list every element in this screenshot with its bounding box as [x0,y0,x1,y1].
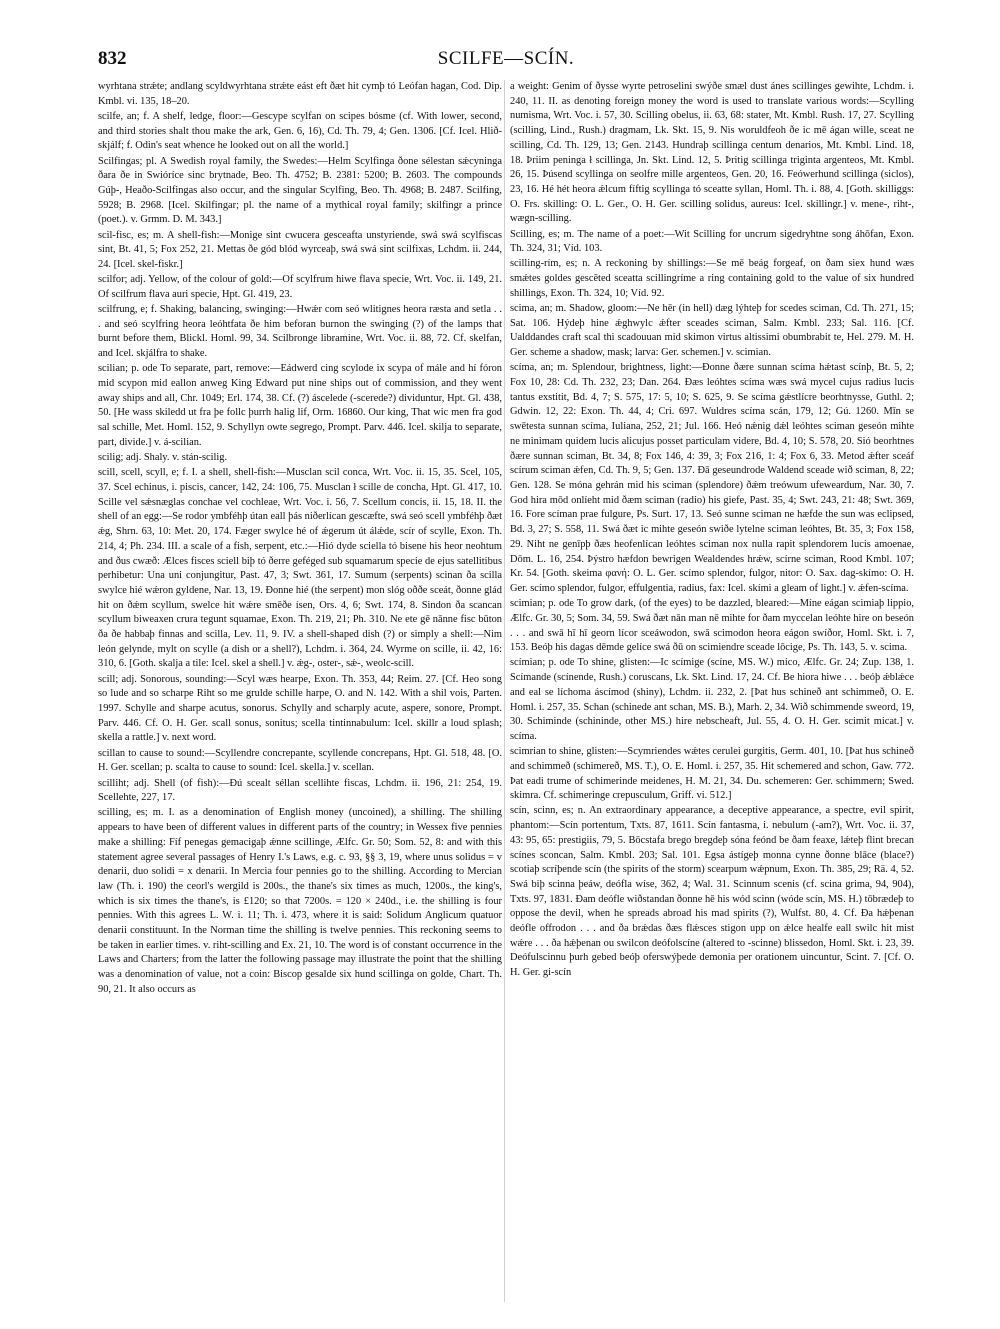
dictionary-entry: wyrhtana strǽte; andlang scyldwyrhtana strǽte eást eft ðæt hit cymþ tó Leófan hagan, Cod. Dip. Kmbl. vi. 135, 18–20. [98,81,502,107]
dictionary-entry: scimian; p. ode To grow dark, (of the eyes) to be dazzled, bleared:—Míne eágan scimiaþ lippio, Ælfc. Gr. 30, 5; Som. 34, 59. Swá ðæt nān man nē mihte for ðam myccelan leóhte hire on beseón . . . and swā hī hī georn lícor sceáwodon, swā scimodon heora eágon swíðor, Homl. Skt. i. 7, 153. Beóþ his dagas dēmde gelíce swá ðū on scimiendre sceade lōcige, Ps. Th. 143, 5. v. scima. [510,598,914,654]
page-number: 832 [98,48,127,69]
column-divider [504,80,505,1302]
dictionary-entry: a weight: Genim of ðysse wyrte petroselini swýðe smæl dust ánes scillinges gewihte, Lchdm. i. 240, 11. II. as denoting foreign money the word is used to translate various words:—Scylling numisma, Wrt. Voc. i. 57, 30. Scilling obelus, ii. 63, 68: stater, Mt. Kmbl. Rush. 17, 27. Scylling (scilling, Lind., Rush.) dragmam, Lk. Skt. 15, 9. Nis woruldfeoh ðe ic mē ágan wille, sceat ne scilling, Cd. Th. 129, 13; Gen. 2143. Hundraþ scillinga centum denarios, Mt. Kmbl. Lind. 18, 18. Þriim peninga ł scillinga, Jn. Skt. Lind. 12, 5. Þritig scillinga triginta argenteos, Mt. Kmbl. 26, 15. Þúsend scyllinga on seolfre mille argenteos, Gen. 20, 16. Feówerhund scillinga (siclos), 23, 16. Hé hét heora ǽlcum fíftig scyllinga tó sceatte syllan, Homl. Th. i. 88, 4. [Goth. skilliggs: O. Frs. skilling: O. L. Ger., O. H. Ger. scilling solidus, aureus: Icel. skillingr.] v. mene-, riht-, wægn-scilling. [510,81,914,225]
dictionary-entry: scillan to cause to sound:—Scyllendre concrepante, scyllende concrepans, Hpt. Gl. 518, 48. [O. H. Ger. scellan; p. scalta to cause to sound: Icel. skella.] v. scellan. [98,747,502,774]
dictionary-entry: scilfe, an; f. A shelf, ledge, floor:—Gescype scylfan on scipes bósme (cf. With lower, second, and third stories shalt thou make the ark, Gen. 6, 16), Cd. Th. 79, 4; Gen. 1306. [Cf. Icel. Hlið-skjálf; f. Odin's seat whence he looked out on all the world.] [98,110,502,152]
left-column [98,80,502,998]
dictionary-entry: scín, scinn, es; n. An extraordinary appearance, a deceptive appearance, a spectre, evil spirit, phantom:—Scín portentum, Txts. 87, 1611. Scín fantasma, i. nebulum (-am?), Wrt. Voc. ii. 37, 43: 95, 65: prestigiis, 79, 5. Bōcstafa brego bregdeþ sóna feónd be ðam feaxe, lǽteþ flint brecan scínes sconcan, Salm. Kmbl. 203; Sal. 101. Egsa ástígeþ monna cynne ðonne blāce (blace?) scotiaþ scríþende scín (the spirits of the storm) scearpum wǽpnum, Exon. Th. 385, 29; Rä. 4, 52. Swá biþ scinna þeáw, deófla wíse, 362, 4; Wal. 31. Scinnum scenis (cf. scina grima, 94, 904), Txts. 97, 1831. Ðam deófle wiðstandan ðonne hē his wód scinn (wóde scín, MS. H.) tōbrædeþ to oppose the devil, when he spreads abroad his mad spirits (?), Wulfst. 80, 4. Cf. Ða hǽþenan deófle offrodon . . . and ða brǽdas ðæs flǽsces stigon upp on ǽlce healfe eall swilc hit mist wǽre . . . ða hǽþenan ou swilcon deófolscíne (altered to -scinne) blissedon, Homl. Skt. i. 23, 39. Deófulscinnu þurh gebed beóþ oferswýþede demonia per orationem uincuntur, Scint. 7. [Cf. O. H. Ger. gi-scín [510,805,914,979]
dictionary-entry: scill, scell, scyll, e; f. I. a shell, shell-fish:—Musclan scil conca, Wrt. Voc. ii. 15, 35. Scel, 105, 37. Scel echinus, i. piscis, cancer, 142, 24: 106, 75. Musclan ł scille de concha, Hpt. Gl. 417, 10. Scille vel sǽsnæglas conchae vel cochleae, Wrt. Voc. i. 56, 7. Scellum concis, ii. 15, 18. II. the shell of an egg:—Se rodor ymbféhþ útan eall þás niðerlícan gescæfte, swá seó scell ymbféhþ ðæt ǽg, Shrn. 63, 10: Met. 20, 174. Fæger swylce hé of ǽgerum út álǽde, scír of scylle, Exon. Th. 214, 4; Ph. 234. III. a scale of a fish, serpent, etc.:—Hió dyde sciella tó bisene his heor neohtum and ðus cwæð: Ælces fisces sciell biþ tó ðerre geféged sub squamarum specie de ejus satellitibus perhibetur: Una uni conjungitur, Past. 47, 3; Swt. 361, 17. Sumum (serpents) scinan ða scilla swylce hié wǽron gyldene, Nar. 13, 19. Ðonne hié (the serpent) mon slóg oððe sceát, ðonne glád hit on ðǽm scyllum, swelce hit wǽre smēðe ísen, Ors. 4, 6; Swt. 174, 8. Sindon ða scancan scyllum biweaxen crura tegunt squamae, Exon. Th. 219, 21; Ph. 310. Ne ete gē nānne fisc būton ða ðe habbaþ finnas and scilla, Lev. 11, 9. IV. a shell-shaped dish (?) or simply a shell:—Nim león gelynde, mylt on scylle (a dish or a shell?), Lchdm. i. 364, 24. Wyrme on scille, ii. 42, 16: 310, 6. [Goth. skalja a tile: Icel. skel a shell.] v. ǽg-, oster-, sǽ-, weolc-scill. [98,467,502,670]
dictionary-entry: scíma, an; m. Splendour, brightness, light:—Ðonne ðære sunnan scíma hǽtast scínþ, Bt. 5, 2; Fox 10, 28: Cd. Th. 232, 23; Dan. 264. Ðæs leóhtes scíma wæs swá mycel cujus radius lucis tantus exstitit, Bd. 4, 7; S. 575, 17: 5, 10; S. 625, 9. Se scíma gǽstlícre beorhtnysse, Guthl. 2; Gdwin. 12, 22: Exon. Th. 44, 4; Cri. 697. Wuldres scíma scán, 179, 12; Gú. 1260. Mīn se swētesta sunnan scíma, Iuliana, 252, 21; Jul. 166. Heó nǽnig dǽl leóhtes sciman geseón mihte ne minimam quidem lucis alicujus posset particulam videre, Bd. 4, 10; S. 578, 20. Sió beorhtnes ðære sunnan sciman, Bt. 34, 8; Fox 146, 4: 39, 3; Fox 216, 1: 4; Fox 6, 33. Metod ǽfter sceáf scírum sciman ǽfen, Cd. Th. 9, 5; Gen. 137. Ðā geseundrode Waldend sceade wið sciman, 8, 22; Gen. 128. Se móna gehrán mid his sciman (splendore) ðǽm treówum ufeweardum, Nar. 30, 7. God hira mōd onlíeht mid ðæm sciman (radio) his giefe, Past. 35, 4; Swt. 243, 21: 48; Swt. 369, 16. Fore scíman prae fulgure, Ps. Surt. 17, 13. Seó sunne sciman ne hæfde the sun was eclipsed, Bd. 3, 27; S. 558, 11. Swá ðæt ic mihte geseón swiðe lytelne sciman leóhtes, Bt. 35, 3; Fox 158, 29. Niht ne genīpþ ðæs heofenlícan leóhtes sciman nox nulla rapit splendorem lucis amoenae, Dōm. L. 16, 254. Þýstro hæfdon bewrigen Wealdendes hrǽw, scírne sciman, Rood Kmbl. 107; Kr. 54. [Goth. skeima φανή: O. L. Ger. scímo splendor, fulgor, nitor: O. Sax. dag-skímo: O. H. Ger. scímo splendor, fulgor, effulgentia, radius, fax: Icel. skími a gleam of light.] v. ǽfen-scíma. [510,362,914,594]
page-header [98,48,914,72]
dictionary-entry: scilling, es; m. I. as a denomination of English money (uncoined), a shilling. The shilling appears to have been of different values in different parts of the country; in Wessex five pennies make a shilling: Fíf penegas gemacigaþ ǽnne scillinge, Ælfc. Gr. 50; Som. 52, 8: and with this statement agree several passages of Henry I.'s Laws, e.g. c. 93, §§ 3, 19, where unus solidus = v denarii, duo solidi = x denarii. In Mercia four pennies go to the shilling. According to Mercian law (Th. i. 190) the ceorl's wergild is 200s., the thane's six times as much, 1200s., the king's, which is six times the thane's, is £120; so that 7200s. = 120 × 240d., i.e. the shilling is four pennies. With this agrees L. W. i. 11; Th. i. 473, where it is said: Solidum Anglicum quatuor denarii constituunt. In the Norman time the shilling is twelve pennies. This reckoning seems to be taken in earlier times. v. riht-scilling and Ex. 21, 10. The word is of constant occurrence in the Laws and Charters; from the latter the following passage may illustrate the point that the shilling was a denomination of value, not a coin: Biscop gesalde six hund scillinga on golde, Chart. Th. 90, 21. It also occurs as [98,807,502,995]
dictionary-entry: Scilling, es; m. The name of a poet:—Wit Scilling for uncrum sigedryhtne song áhōfan, Exon. Th. 324, 31; Víd. 103. [510,228,914,255]
dictionary-entry: Scilfingas; pl. A Swedish royal family, the Swedes:—Helm Scylfinga ðone sélestan sǽcyninga ðara ðe in Swióríce sinc brytnade, Beo. Th. 4752; B. 2381: 5200; B. 2603. The compounds Gúþ-, Heaðo-Scilfingas also occur, and the singular Scylfing, Beo. Th. 4968; B. 2487. Scilfing, 5928; B. 2968. [Icel. Skilfingar; pl. the name of a mythical royal family; skilfingr a prince (poet.). v. Grmm. D. M. 343.] [98,155,502,226]
running-head: SCILFE—SCÍN. [437,48,575,69]
dictionary-entry: scilfrung, e; f. Shaking, balancing, swinging:—Hwǽr com seó wlitignes heora ræsta and setla . . . and seó scylfring heora leóhtfata ðe him beforan burnon the swinging (?) of the lamps that burnt before them, Blickl. Homl. 99, 34. Scilbronge libramine, Wrt. Voc. ii. 88, 72. Cf. skelfan, and Icel. skjálfra to shake. [98,304,502,360]
dictionary-entry: scilling-rím, es; n. A reckoning by shillings:—Se mē beág forgeaf, on ðam siex hund wæs smǽtes goldes gescēted sceatta scillingríme a ring containing gold to the value of six hundred shillings, Exon. Th. 324, 10; Víd. 92. [510,258,914,299]
dictionary-entry: scima, an; m. Shadow, gloom:—Ne hēr (in hell) dæg lýhteþ for scedes sciman, Cd. Th. 271, 15; Sat. 106. Hýdeþ hine ǽghwylc ǽfter sceades sciman, Salm. Kmbl. 233; Sal. 116. [Cf. Ualddandes craft scal thi scadouuan mid skimon virtus altissimi obumbrabit te, Hel. 279. M. H. Ger. scheme a shadow, mask; larva: Ger. schemen.] v. scimian. [510,303,914,359]
dictionary-entry: scimrian to shine, glisten:—Scymriendes wǽtes cerulei gurgitis, Germ. 401, 10. [Þat hus schineð and schimmeð (schimereð, MS. T.), O. E. Homl. i. 257, 35. Hit schemered and schon, Gaw. 772. Þat eadi trume of schimerinde meidenes, H. M. 21, 34. Du. schemeren: Ger. schimmern; Swed. skimra. Cf. schimeringe crepusculum, Griff. vi. 512.] [510,746,914,802]
dictionary-entry: scilliht; adj. Shell (of fish):—Ðú scealt séllan scellihte fiscas, Lchdm. ii. 196, 21: 254, 19. Scellehte, 227, 17. [98,777,502,804]
dictionary-entry: scilfor; adj. Yellow, of the colour of gold:—Of scylfrum hiwe flava specie, Wrt. Voc. ii. 149, 21. Of scilfrum flava auri specie, Hpt. Gl. 419, 23. [98,274,502,300]
dictionary-entry: scill; adj. Sonorous, sounding:—Scyl wæs hearpe, Exon. Th. 353, 44; Reim. 27. [Cf. Heo song so lude and so scharpe Riht so me grulde schille harpe, O. and N. 142. With a shil vois, Parten. 1997. Schylle and sharpe acutus, sonorus. Schylly and scharply acute, aspere, sonore, Prompt. Parv. 446. Cf. O. H. Ger. scall sonus, sonitus; scella tintinnabulum: Icel. skillr a loud splash; skella a rattle.] v. next word. [98,673,502,744]
dictionary-entry: scil-fisc, es; m. A shell-fish:—Monige sint cwucera gesceafta unstyriende, swá swá scylfiscas sint, Bt. 41, 5; Fox 252, 21. Mettas ðe gód blód wyrceaþ, swá swá sint scilfixas, Lchdm. ii. 244, 24. [Icel. skel-fiskr.] [98,229,502,270]
right-column [510,80,914,981]
dictionary-entry: scímian; p. ode To shine, glisten:—Ic scímige (scíne, MS. W.) mico, Ælfc. Gr. 24; Zup. 138, 1. Scímande (scínende, Rush.) coruscans, Lk. Skt. Lind. 17, 24. Cf. Be hiora hiwe . . . beóþ ǽblǽce and eal se líchoma áscímod (shiny), Lchdm. ii. 232, 2. [Þat hus schineð ant schimmeð, O. E. Homl. i. 257, 35. Schan (schinede ant schan, MS. B.), Marh. 2, 34. Wið schimmende sweord, 19, 30. Schiminde (schininde, other MS.) hire nebscheaft, Jul. 55, 4. O. H. Ger. scimit micat.] v. scíma. [510,657,914,742]
dictionary-entry: scilig; adj. Shaly. v. stán-scilig. [98,452,228,464]
dictionary-entry: scilian; p. ode To separate, part, remove:—Eádwerd cing scylode ix scypa of mále and hí fóron mid scypon mid eallon anweg King Edward put nine ships out of commission, and they went away ships and all, Chr. 1049; Erl. 174, 38. Cf. (?) áscelede (-scerede?) dividuntur, Hpt. Gl. 438, 50. [He wass skiledd ut fra þe follc þurrh halig lif, Orm. 16860. Our king, That wic men fra god sal schille, Met. Homl. 152, 9. Schyllyn owte segrego, Prompt. Parv. 446. Icel. skilja to separate, part, divide.] v. á-scilian. [98,363,502,448]
